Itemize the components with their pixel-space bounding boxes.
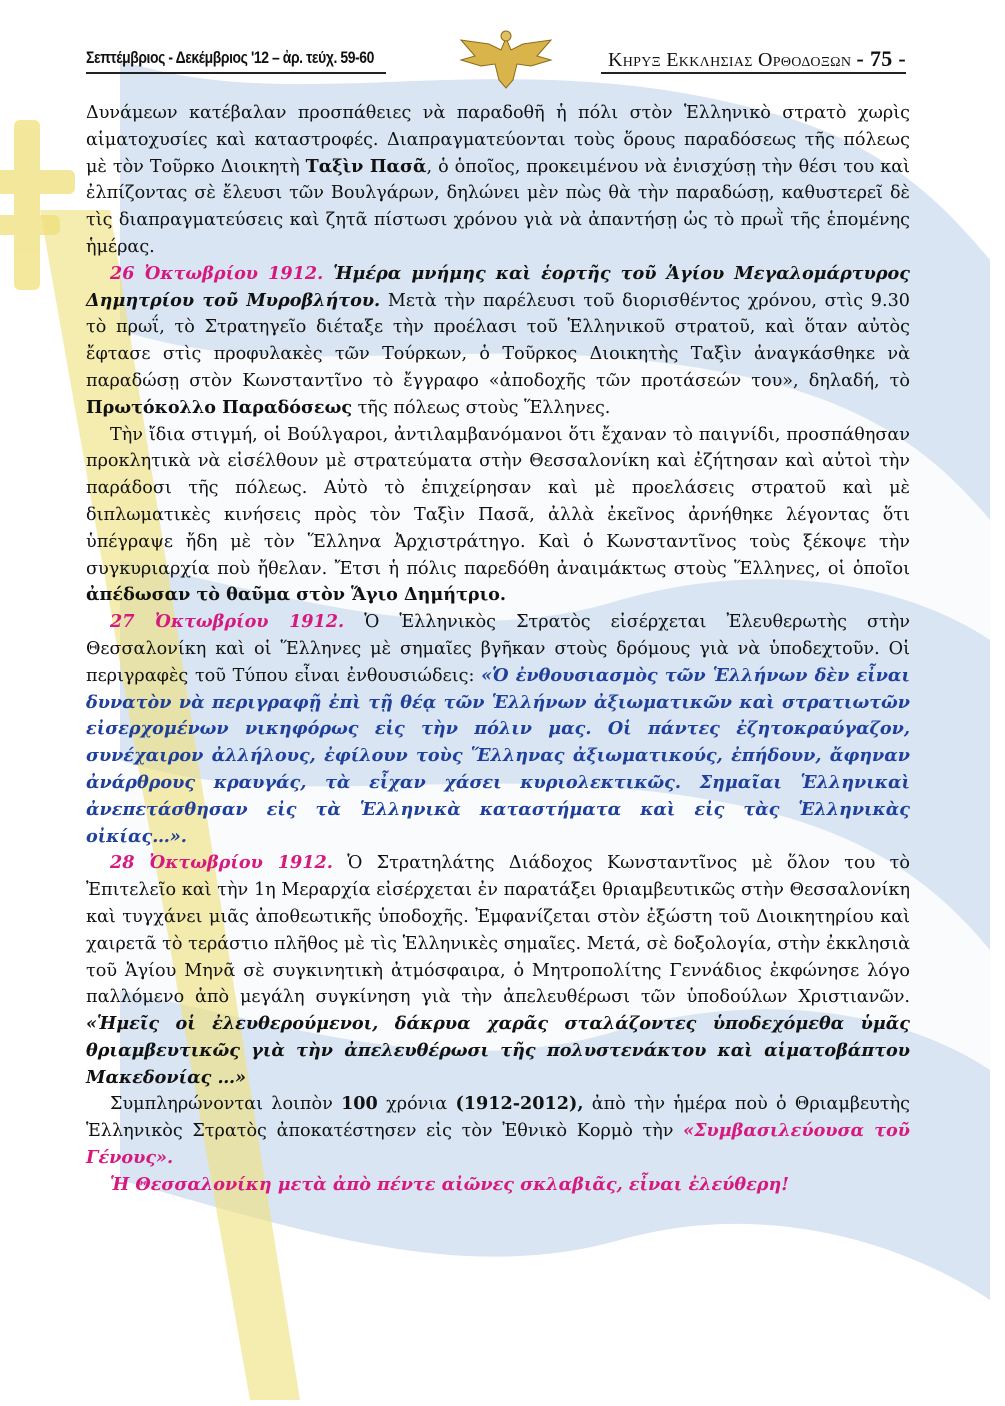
article-body [86,100,910,1199]
text: Δυνάμεων κατέβαλαν προσπάθειες νὰ παραδοθῆ ἡ πόλι στὸν Ἑλληνικὸ στρατὸ χωρὶς αἱματοχυσίες καὶ καταστροφές. Διαπραγματεύονται τοὺς ὅρους παραδόσεως τῆς πόλεως μὲ τὸν Τοῦρκο Διοικητὴ [86,103,910,177]
text: Ὁ Στρατηλάτης Διάδοχος Κωνσταντῖνος μὲ ὅλον του τὸ Ἐπιτελεῖο καὶ τὴν 1η Μεραρχία εἰσέρχεται ἐν παρατάξει θριαμβευτικῶς στὴν Θεσσαλονίκη καὶ τυγχάνει μιᾶς ἀποθεωτικῆς ὑποδοχῆς. Ἐμφανίζεται στὸν ἐξώστη τοῦ Διοικητηρίου καὶ χαιρετᾶ τὸ τεράστιο πλῆθος μὲ τὶς Ἑλληνικὲς σημαῖες. Μετά, σὲ δοξολογία, στὴν ἐκκλησιὰ τοῦ Ἁγίου Μηνᾶ σὲ συγκινητικὴ ἀτμόσφαιρα, ὁ Μητροπολίτης Γεννάδιος ἐκφώνησε λόγο παλλόμενο ἀπὸ μεγάλη συγκίνηση γιὰ τὴν ἀπελευθέρωσι τῶν ὑποδούλων Χριστιανῶν. [86,853,910,1008]
press-quote: «Ὁ ἐνθουσιασμὸς τῶν Ἑλλήνων δὲν εἶναι δυνατὸν νὰ περιγραφῇ ἐπὶ τῇ θέᾳ τῶν Ἑλλήνων ἀξιωματικῶν καὶ στρατιωτῶν εἰσερχομένων νικηφόρως εἰς τὴν πόλιν μας. Οἱ πάντες ἐζητοκραύγαζον, συνέχαιρον ἀλλήλους, ἐφίλουν τοὺς Ἕλληνας ἀξιωματικούς, ἐπήδουν, ἄφηναν ἀνάρθρους κραυγάς, τὰ εἶχαν χάσει κυριολεκτικῶς. Σημαῖαι Ἑλληνικαὶ ἀνεπετάσθησαν εἰς τὰ Ἑλληνικὰ καταστήματα καὶ εἰς τὰς Ἑλληνικὰς οἰκίας…». [86,664,910,847]
paragraph [86,850,910,1091]
closing-line: Ἡ Θεσσαλονίκη μετὰ ἀπὸ πέντε αἰῶνες σκλαβιᾶς, εἶναι ἐλεύθερη! [110,1173,790,1195]
city-epithet: «Συμβασιλεύουσα τοῦ Γένους». [86,1120,910,1169]
page-header [86,36,906,86]
text: Ὁ Ἑλληνικὸς Στρατὸς εἰσέρχεται Ἐλευθερωτὴς στὴν Θεσσαλονίκη καὶ οἱ Ἕλληνες μὲ σημαῖες βγῆκαν στοὺς δρόμους γιὰ νὰ ὑποδεχτοῦν. Οἱ περιγραφὲς τοῦ Τύπου εἶναι ἐνθουσιώδεις: [86,612,910,686]
page-number: - 75 - [856,46,906,71]
text: Τὴν ἴδια στιγμή, οἱ Βούλγαροι, ἀντιλαμβανόμανοι ὅτι ἔχαναν τὸ παιγνίδι, προσπάθησαν προκλητικὰ νὰ εἰσέλθουν μὲ στρατεύματα στὴν Θεσσαλονίκη καὶ ἐζήτησαν καὶ αὐτοὶ τὴν παράδοσι τῆς πόλεως. Αὐτὸ τὸ ἐπιχείρησαν καὶ μὲ προελάσεις στρατοῦ καὶ μὲ διπλωματικὲς κινήσεις πρὸς τὸν Ταξὶν Πασᾶ, ἀλλὰ ἐκεῖνος ἀρνήθηκε λέγοντας ὅτι ὑπέγραψε ἤδη μὲ τὸν Ἕλληνα Ἀρχιστράτηγο. Καὶ ὁ Κωνσταντῖνος τοὺς ξέκοψε τὴν συγκυριαρχία ποὺ ἤθελαν. Ἔτσι ἡ πόλις παρεδόθη ἀναιμάκτως στοὺς Ἕλληνες, οἱ ὁποῖοι [86,424,910,579]
issue-info: Σεπτέμβριος - Δεκέμβριος '12 – ἀρ. τεύχ. 59-60 [86,48,374,67]
paragraph [86,422,910,610]
bold-years: (1912-2012), [455,1093,584,1115]
text: Μετὰ τὴν παρέλευσι τοῦ διορισθέντος χρόνου, στὶς 9.30 τὸ πρωΐ, τὸ Στρατηγεῖο διέταξε τὴν προέλασι τοῦ Ἑλληνικοῦ στρατοῦ, καὶ ὅταν αὐτὸς ἔφτασε στὶς προφυλακὲς τῶν Τούρκων, ὁ Τοῦρκος Διοικητὴς Ταξὶν ἀναγκάσθηκε νὰ παραδώσῃ στὸν Κωνσταντῖνο τὸ ἔγγραφο «ἀποδοχῆς τῶν προτάσεών του», δηλαδή, τὸ [86,290,910,391]
bold-term: ἀπέδωσαν τὸ θαῦμα στὸν Ἅγιο Δημήτριο. [86,584,506,606]
speech-quote: «Ἡμεῖς οἱ ἐλευθερούμενοι, δάκρυα χαρᾶς σταλάζοντες ὑποδεχόμεθα ὑμᾶς θριαμβευτικῶς γιὰ τὴν ἀπελευθέρωσι τῆς πολυστενάκτου καὶ αἱματοβάπτου Μακεδονίας …» [86,1013,910,1088]
header-rule-right [601,72,906,74]
date-heading: 27 Ὀκτωβρίου 1912. [110,611,345,633]
journal-title [608,46,906,72]
paragraph [86,261,910,422]
paragraph [86,1091,910,1171]
double-headed-eagle-icon [451,30,561,90]
journal-name: Κηρυξ Εκκλησιας Ορθοδοξων [608,49,852,71]
paragraph [86,100,910,261]
text: , ὁ ὁποῖος, προκειμένου νὰ ἐνισχύσῃ τὴν θέσι του καὶ ἐλπίζοντας σὲ ἔλευσι τῶν Βουλγάρων, δηλώνει μὲν πὼς θὰ τὴν παραδώσῃ, καθυστερεῖ δὲ τὶς διαπραγματεύσεις καὶ ζητᾶ πίστωσι χρόνου γιὰ νὰ ἀπαντήσῃ ὡς τὸ πρωῒ τῆς ἑπομένης ἡμέρας. [86,156,911,257]
text: Συμπληρώνονται λοιπὸν [110,1094,342,1115]
bold-number: 100 [341,1093,378,1115]
text: ἀπὸ τὴν ἡμέρα ποὺ ὁ Θριαμβευτὴς Ἑλληνικὸς Στρατὸς ἀποκατέστησεν εἰς τὸν Ἐθνικὸ Κορμὸ τὴν [86,1094,910,1142]
bold-name: Ταξὶν Πασᾶ [305,155,427,177]
feast-title: Ἡμέρα μνήμης καὶ ἑορτῆς τοῦ Ἁγίου Μεγαλομάρτυρος Δημητρίου τοῦ Μυροβλήτου. [86,262,910,311]
text: χρόνια [377,1094,456,1115]
text: τῆς πόλεως στοὺς Ἕλληνες. [352,397,611,418]
date-heading: 26 Ὀκτωβρίου 1912. [110,262,324,284]
bold-term: Πρωτόκολλο Παραδόσεως [86,396,353,418]
date-heading: 28 Ὀκτωβρίου 1912. [110,852,333,874]
paragraph [86,609,910,850]
header-rule-left [86,72,386,74]
